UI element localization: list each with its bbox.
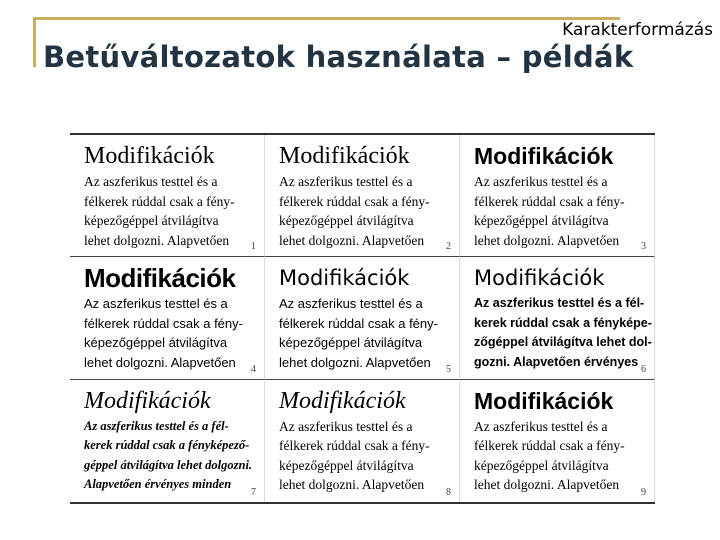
sample-heading: Modifikációk [84, 387, 211, 414]
sample-line: képezőgéppel átvilágítva [474, 213, 609, 228]
sample-line: félkerek rúddal csak a fény- [279, 438, 430, 454]
sample-body [84, 172, 258, 253]
sample-body [474, 294, 652, 372]
sample-number: 3 [641, 241, 646, 253]
sample-line: Az aszferikus testtel és a [279, 418, 413, 434]
sample-line: képezőgéppel átvilágítva [474, 457, 609, 473]
sample-cell-1 [70, 135, 265, 257]
sample-body [279, 417, 453, 495]
sample-heading: Modifikációk [279, 387, 406, 414]
sample-line: képezőgéppel átvilágítva [84, 213, 219, 228]
slide-title: Betűváltozatok használata – példák [43, 40, 634, 74]
sample-heading: Modifikációk [474, 266, 605, 291]
sample-heading: Modifikációk [474, 143, 614, 169]
sample-line: lehet dolgozni. Alapvetően [474, 477, 620, 493]
sample-line: Az aszferikus testtel és a [279, 296, 423, 312]
sample-body [279, 172, 453, 253]
sample-line: lehet dolgozni. Alapvetően [279, 354, 431, 370]
sample-line: Az aszferikus testtel és a fél- [474, 296, 645, 311]
section-label: Karakterformázás [562, 20, 713, 40]
sample-line: gozni. Alapvetően érvényes [474, 354, 639, 369]
sample-line: Az aszferikus testtel és a [84, 296, 228, 312]
sample-body [84, 417, 258, 495]
sample-number: 7 [251, 487, 256, 498]
sample-line: félkerek rúddal csak a fény- [474, 193, 625, 209]
sample-number: 1 [251, 241, 256, 253]
sample-line: félkerek rúddal csak a fény- [84, 315, 243, 331]
sample-line: Az aszferikus testtel és a fél- [84, 418, 229, 433]
sample-line: Az aszferikus testtel és a [84, 174, 218, 189]
sample-cell-6 [460, 257, 655, 379]
sample-cell-5 [265, 257, 460, 379]
sample-line: Az aszferikus testtel és a [474, 418, 608, 434]
sample-heading: Modifikációk [84, 263, 236, 294]
typeface-sample-grid [70, 133, 655, 504]
sample-heading: Modifikációk [84, 143, 215, 169]
sample-line: félkerek rúddal csak a fény- [279, 193, 430, 209]
sample-number: 8 [446, 487, 451, 498]
sample-heading: Modifikációk [474, 387, 614, 414]
sample-line: lehet dolgozni. Alapvetően [84, 354, 236, 370]
sample-cell-2 [265, 135, 460, 257]
sample-line: kerek rúddal csak a fényképe- [474, 315, 652, 330]
sample-line: félkerek rúddal csak a fény- [84, 193, 235, 209]
sample-line: képezőgéppel átvilágítva [84, 335, 228, 351]
sample-line: képezőgéppel átvilágítva [279, 457, 414, 473]
sample-cell-7 [70, 380, 265, 502]
sample-line: kerek rúddal csak a fényképező- [84, 438, 250, 453]
sample-cell-4 [70, 257, 265, 379]
sample-line: géppel átvilágítva lehet dolgozni. [84, 457, 253, 472]
sample-line: lehet dolgozni. Alapvetően [474, 232, 620, 248]
sample-line: félkerek rúddal csak a fény- [474, 438, 625, 454]
sample-number: 9 [641, 487, 646, 498]
sample-body [279, 294, 453, 372]
sample-line: félkerek rúddal csak a fény- [279, 315, 438, 331]
sample-line: lehet dolgozni. Alapvetően [279, 232, 425, 248]
sample-line: Az aszferikus testtel és a [474, 174, 608, 189]
sample-body [474, 417, 648, 495]
sample-body [84, 294, 258, 372]
sample-number: 4 [251, 363, 256, 375]
sample-line: képezőgéppel átvilágítva [279, 213, 414, 228]
sample-line: képezőgéppel átvilágítva [279, 335, 423, 351]
sample-number: 6 [641, 363, 646, 375]
frame-left-border [33, 17, 36, 67]
sample-heading: Modifikációk [279, 266, 410, 291]
sample-cell-9 [460, 380, 655, 502]
sample-body [474, 172, 648, 253]
sample-cell-8 [265, 380, 460, 502]
sample-number: 2 [446, 241, 451, 253]
frame-top-border [33, 17, 620, 20]
sample-line: Az aszferikus testtel és a [279, 174, 413, 189]
sample-heading: Modifikációk [279, 143, 410, 169]
sample-line: lehet dolgozni. Alapvetően [279, 477, 425, 493]
sample-number: 5 [446, 363, 451, 375]
sample-line: lehet dolgozni. Alapvetően [84, 232, 230, 248]
sample-line: Alapvetően érvényes minden [84, 477, 232, 492]
sample-cell-3 [460, 135, 655, 257]
sample-line: zőgéppel átvilágítva lehet dol- [474, 335, 652, 350]
